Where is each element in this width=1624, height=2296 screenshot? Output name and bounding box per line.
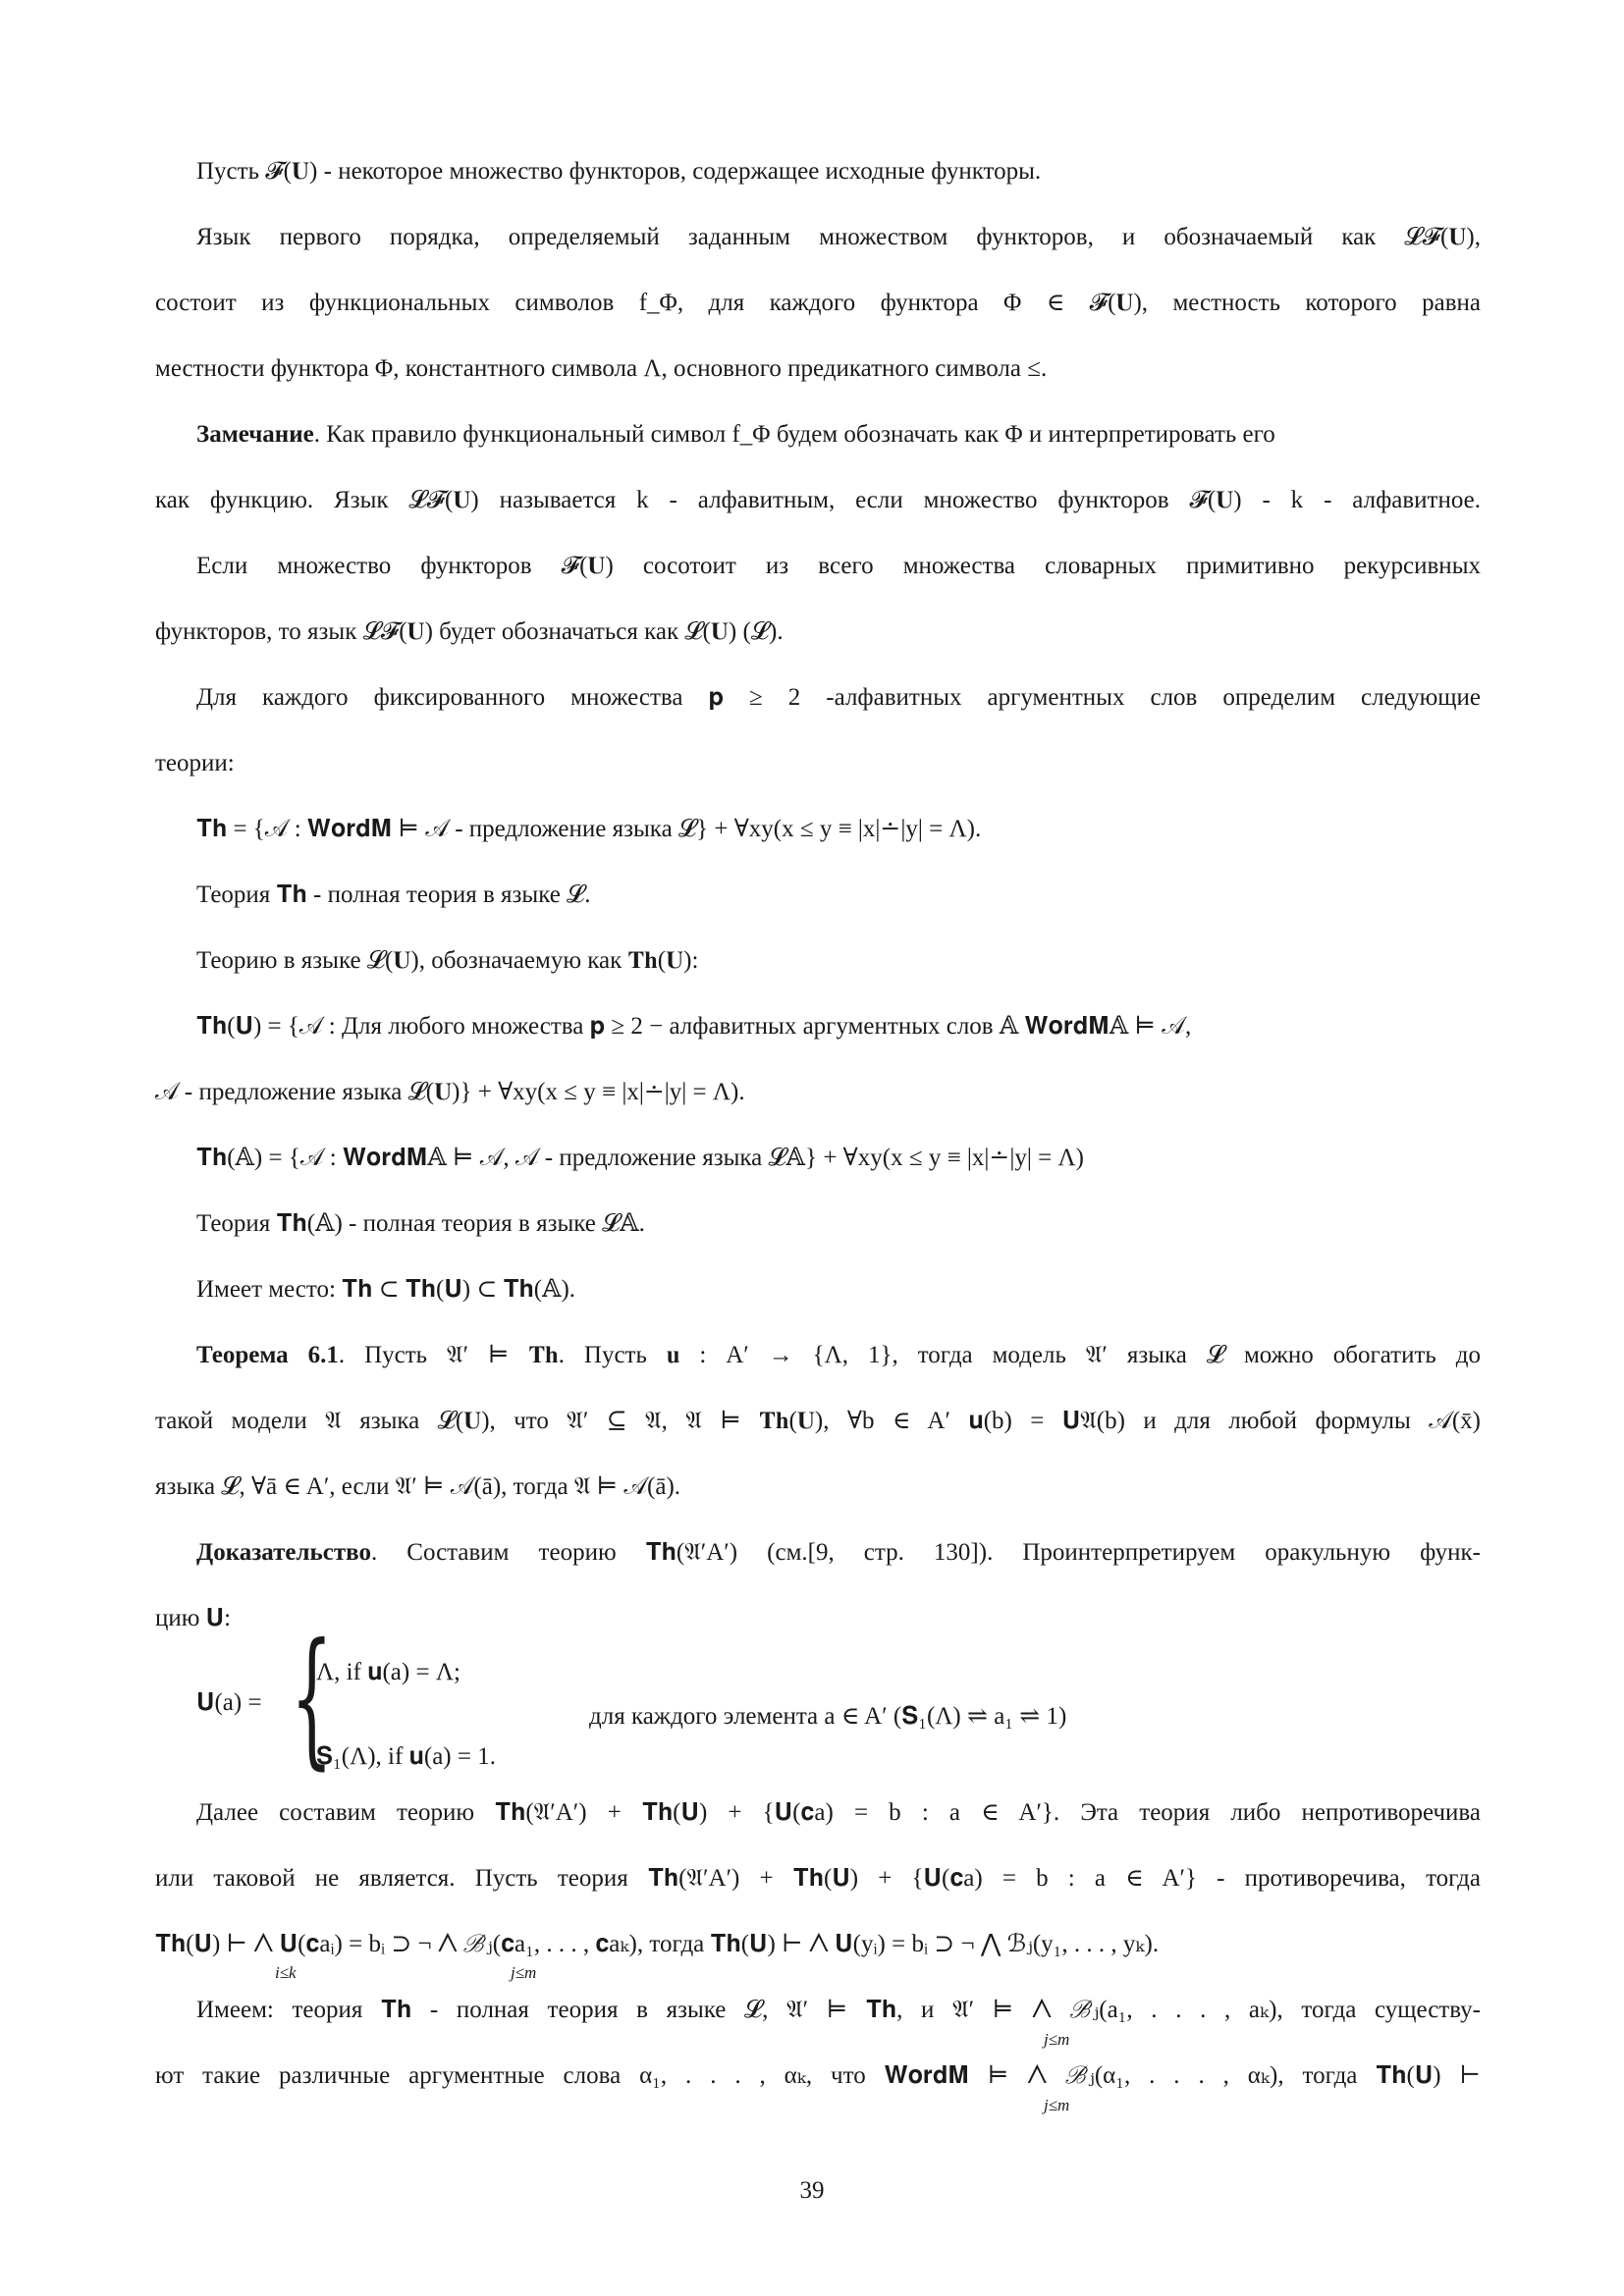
formula-line: 𝐓𝐡(𝔸) = {𝒜 : 𝐖𝐨𝐫𝐝𝐌𝔸 ⊨ 𝒜, 𝒜 - предложение языка 𝓛𝔸} + ∀xy(x ≤ y ≡ |x|∸|y| = Λ) bbox=[196, 1145, 1084, 1171]
paragraph-line: как функцию. Язык 𝓛𝓕(𝐔) называется k - алфавитным, если множество функторов 𝓕(𝐔) - k - алфавитное. bbox=[155, 487, 1481, 513]
theorem-paragraph bbox=[196, 1339, 1481, 1372]
theorem-heading: Теорема 6.1 bbox=[196, 1342, 339, 1368]
proof-paragraph bbox=[196, 1536, 1481, 1570]
remark-heading: Замечание bbox=[196, 421, 314, 448]
subscript-index: j≤m bbox=[511, 1963, 537, 1982]
remark-paragraph bbox=[196, 418, 1481, 452]
subscript-index: j≤m bbox=[1044, 2096, 1070, 2114]
page-number: 39 bbox=[799, 2177, 825, 2204]
case-lhs: 𝐔(a) = bbox=[196, 1689, 262, 1716]
formula-line: 𝐓𝐡(𝐔) ⊢ ⋀ 𝐔(𝐜aᵢ) = bᵢ ⊃ ¬ ⋀ ℬⱼ(𝐜a₁, . . . , 𝐜aₖ), тогда 𝐓𝐡(𝐔) ⊢ ⋀ 𝐔(yᵢ) = bᵢ ⊃ ¬ ⋀ ℬⱼ(y₁, . . . , yₖ). bbox=[155, 1931, 1160, 1957]
theorem-text: . Пусть 𝔄′ ⊨ 𝐓𝐡. Пусть 𝐮 : A′ → {Λ, 1}, тогда модель 𝔄′ языка 𝓛 можно обогатить до bbox=[338, 1342, 1481, 1368]
paragraph-line: Если множество функторов 𝓕(𝐔) сосотоит из всего множества словарных примитивно рекурсивных bbox=[196, 553, 1481, 579]
paragraph-line: Имеем: теория 𝐓𝐡 - полная теория в языке 𝓛, 𝔄′ ⊨ 𝐓𝐡, и 𝔄′ ⊨ ⋀ ℬⱼ(a₁, . . . , aₖ), тогда существу- bbox=[196, 1997, 1481, 2023]
paragraph-line: состоит из функциональных символов f_Φ, для каждого функтора Φ ∈ 𝓕(𝐔), местность которого равна bbox=[155, 290, 1481, 316]
paragraph-line: местности функтора Φ, константного символа Λ, основного предикатного символа ≤. bbox=[155, 355, 1048, 382]
paragraph-line: языка 𝓛, ∀ā ∈ A′, если 𝔄′ ⊨ 𝒜(ā), тогда 𝔄 ⊨ 𝒜(ā). bbox=[155, 1473, 681, 1500]
case-note: для каждого элемента a ∈ A′ (𝐒₁(Λ) ⇌ a₁ ⇌ 1) bbox=[589, 1703, 1067, 1730]
paragraph-line: Имеет место: 𝐓𝐡 ⊂ 𝐓𝐡(𝐔) ⊂ 𝐓𝐡(𝔸). bbox=[196, 1276, 576, 1303]
formula-line: 𝒜 - предложение языка 𝓛(𝐔)} + ∀xy(x ≤ y ≡ |x|∸|y| = Λ). bbox=[155, 1079, 745, 1105]
formula-line: 𝐓𝐡(𝐔) = {𝒜 : Для любого множества 𝐩 ≥ 2 − алфавитных аргументных слов 𝔸 𝐖𝐨𝐫𝐝𝐌𝔸 ⊨ 𝒜, bbox=[196, 1013, 1192, 1040]
paragraph-line: теории: bbox=[155, 750, 235, 776]
subscript-index: j≤m bbox=[1044, 2030, 1070, 2049]
case-line-1: Λ, if 𝐮(a) = Λ; bbox=[316, 1659, 460, 1685]
paragraph-line: ют такие различные аргументные слова α₁, . . . , αₖ, что 𝐖𝐨𝐫𝐝𝐌 ⊨ ⋀ ℬⱼ(α₁, . . . , αₖ), тогда 𝐓𝐡(𝐔) ⊢ bbox=[155, 2062, 1481, 2089]
proof-text: . Составим теорию 𝐓𝐡(𝔄′A′) (см.[9, стр. 130]). Проинтерпретируем оракульную функ- bbox=[370, 1539, 1481, 1566]
paragraph-line: Теория 𝐓𝐡 - полная теория в языке 𝓛. bbox=[196, 881, 591, 908]
paragraph-line: Далее составим теорию 𝐓𝐡(𝔄′A′) + 𝐓𝐡(𝐔) + {𝐔(𝐜a) = b : a ∈ A′}. Эта теория либо непротиворечива bbox=[196, 1799, 1481, 1826]
paragraph-line: Теория 𝐓𝐡(𝔸) - полная теория в языке 𝓛𝔸. bbox=[196, 1210, 645, 1237]
proof-heading: Доказательство bbox=[196, 1539, 371, 1566]
paragraph-line: Теорию в языке 𝓛(𝐔), обозначаемую как 𝐓𝐡(𝐔): bbox=[196, 947, 699, 974]
paragraph-line: такой модели 𝔄 языка 𝓛(𝐔), что 𝔄′ ⊆ 𝔄, 𝔄 ⊨ 𝐓𝐡(𝐔), ∀b ∈ A′ 𝐮(b) = 𝐔𝔄(b) и для любой формулы 𝒜(x̄) bbox=[155, 1408, 1481, 1434]
paragraph-line: или таковой не является. Пусть теория 𝐓𝐡(𝔄′A′) + 𝐓𝐡(𝐔) + {𝐔(𝐜a) = b : a ∈ A′} - противоречива, тогда bbox=[155, 1865, 1481, 1892]
subscript-index: i≤k bbox=[275, 1963, 297, 1982]
paragraph-line: Пусть 𝓕(𝐔) - некоторое множество функторов, содержащее исходные функторы. bbox=[196, 158, 1042, 185]
paragraph-line: цию 𝐔: bbox=[155, 1605, 232, 1631]
paragraph-line: функторов, то язык 𝓛𝓕(𝐔) будет обозначаться как 𝓛(𝐔) (𝓛). bbox=[155, 618, 784, 645]
case-line-2: 𝐒₁(Λ), if 𝐮(a) = 1. bbox=[316, 1743, 496, 1770]
paragraph-line: Язык первого порядка, определяемый заданным множеством функторов, и обозначаемый как 𝓛𝓕(𝐔), bbox=[196, 224, 1481, 250]
paragraph-line: Для каждого фиксированного множества 𝐩 ≥ 2 -алфавитных аргументных слов определим следующие bbox=[196, 684, 1481, 711]
formula-line: 𝐓𝐡 = {𝒜 : 𝐖𝐨𝐫𝐝𝐌 ⊨ 𝒜 - предложение языка 𝓛} + ∀xy(x ≤ y ≡ |x|∸|y| = Λ). bbox=[196, 816, 982, 842]
left-brace-icon: { bbox=[291, 1613, 333, 1784]
remark-text: . Как правило функциональный символ f_Φ будем обозначать как Φ и интерпретировать его bbox=[313, 421, 1275, 448]
